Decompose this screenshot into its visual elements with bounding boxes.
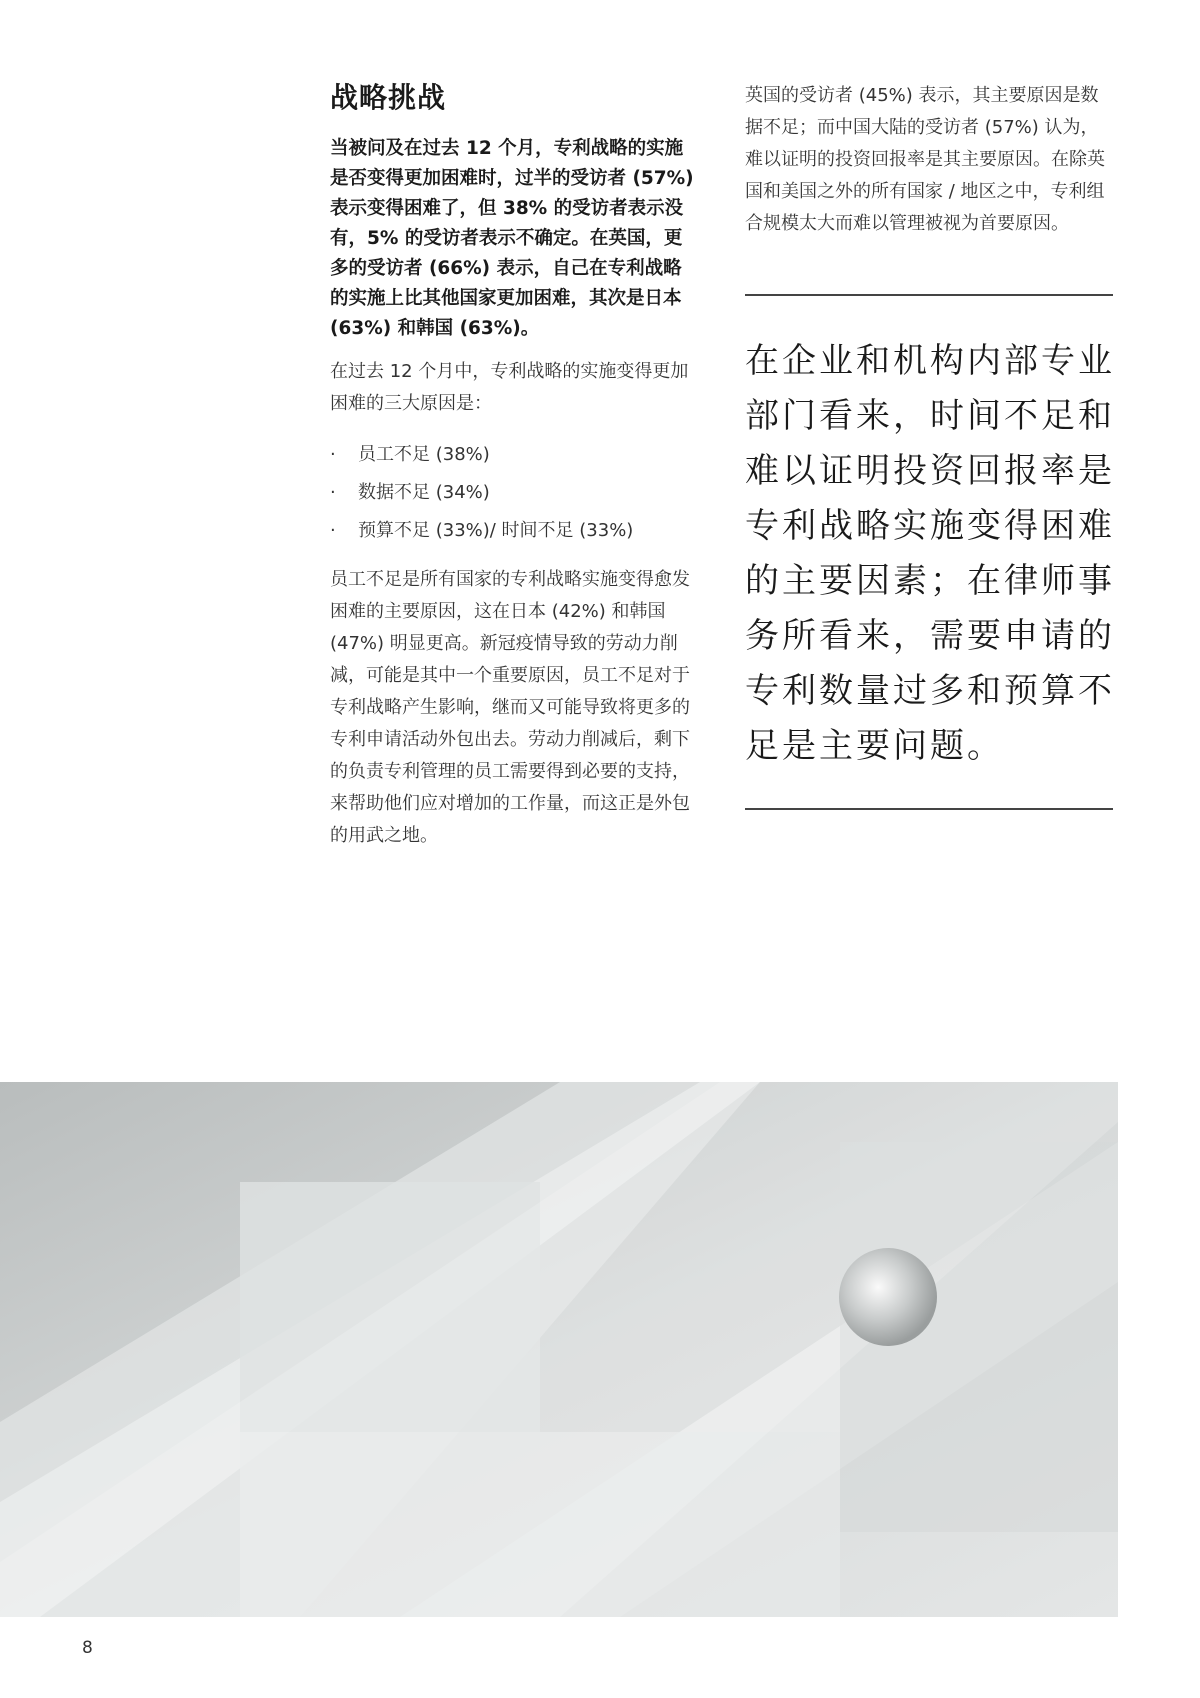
reason-text: 预算不足 (33%)/ 时间不足 (33%) xyxy=(358,520,634,541)
section-heading: 战略挑战 xyxy=(330,81,447,114)
reasons-intro: 在过去 12 个月中，专利战略的实施变得更加困难的三大原因是： xyxy=(330,361,689,414)
list-item xyxy=(330,512,700,550)
pull-quote: 在企业和机构内部专业部门看来，时间不足和难以证明投资回报率是专利战略实施变得困难的主要因素；在律师事务所看来，需要申请的专利数量过多和预算不足是主要问题。 xyxy=(745,341,1115,766)
sphere-shape xyxy=(839,1248,937,1346)
reason-text: 员工不足 (38%) xyxy=(358,444,490,465)
list-item xyxy=(330,436,700,474)
continuation-paragraph: 英国的受访者 (45%) 表示，其主要原因是数据不足；而中国大陆的受访者 (57%) 认为，难以证明的投资回报率是其主要原因。在除英国和美国之外的所有国家 / 地区之中，专利组合规模太大而难以管理被视为首要原因。 xyxy=(745,85,1105,234)
decorative-image xyxy=(0,1082,1118,1617)
lead-paragraph: 当被问及在过去 12 个月，专利战略的实施是否变得更加困难时，过半的受访者 (57%) 表示变得困难了，但 38% 的受访者表示没有，5% 的受访者表示不确定。在英国，更多的受访者 (66%) 表示，自己在专利战略的实施上比其他国家更加困难，其次是日本 (63%) 和韩国 (63%)。 xyxy=(330,138,694,339)
reason-text: 数据不足 (34%) xyxy=(358,482,490,503)
divider-top xyxy=(745,294,1113,296)
left-column xyxy=(330,76,700,852)
reasons-list xyxy=(330,436,700,550)
spacer xyxy=(745,240,1115,294)
divider-bottom xyxy=(745,808,1113,810)
list-item xyxy=(330,474,700,512)
bullet-icon: · xyxy=(330,482,336,503)
bullet-icon: · xyxy=(330,520,336,541)
abstract-geometry-illustration xyxy=(0,1082,1118,1617)
right-column xyxy=(745,80,1115,810)
body-paragraph: 员工不足是所有国家的专利战略实施变得愈发困难的主要原因，这在日本 (42%) 和韩国 (47%) 明显更高。新冠疫情导致的劳动力削减，可能是其中一个重要原因，员工不足对于专利战略产生影响，继而又可能导致将更多的专利申请活动外包出去。劳动力削减后，剩下的负责专利管理的员工需要得到必要的支持，来帮助他们应对增加的工作量，而这正是外包的用武之地。 xyxy=(330,569,690,846)
page-number: 8 xyxy=(82,1638,93,1658)
bullet-icon: · xyxy=(330,444,336,465)
